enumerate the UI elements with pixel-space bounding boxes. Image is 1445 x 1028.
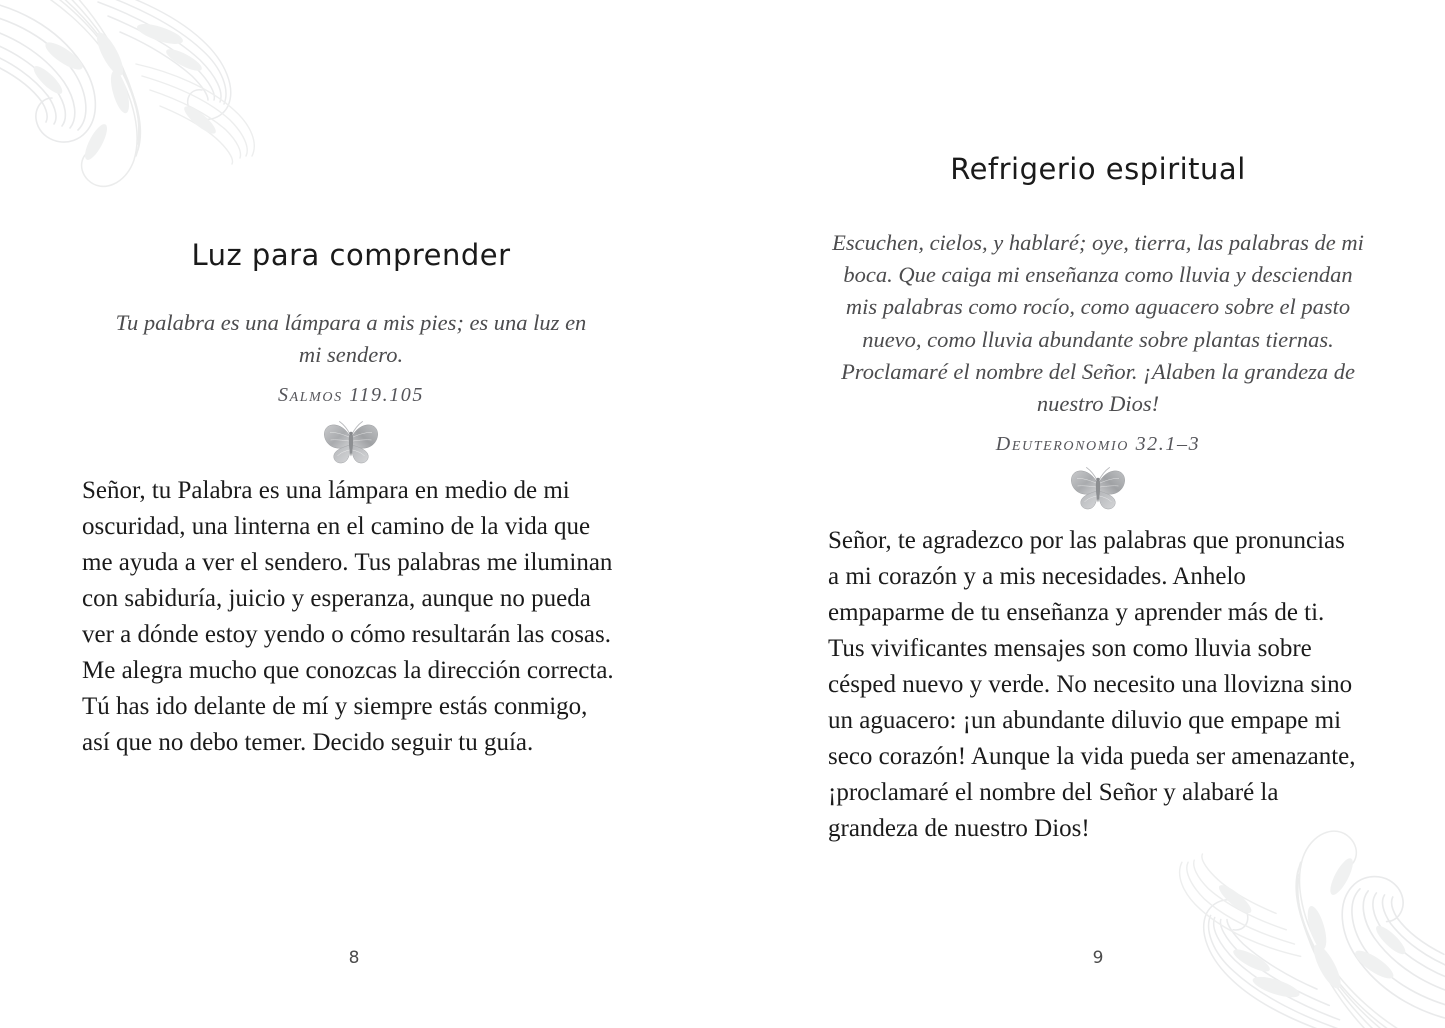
butterfly-icon-left	[322, 420, 380, 466]
left-page-scripture-text: Tu palabra es una lámpara a mis pies; es una luz en mi sendero.	[115, 310, 587, 368]
left-page	[0, 0, 722, 1020]
left-page-body-block	[82, 473, 614, 761]
left-page-title: Luz para comprender	[191, 238, 511, 272]
right-page-scripture-text: Escuchen, cielos, y hablaré; oye, tierra, las palabras de mi boca. Que caiga mi enseñanza como lluvia y desciendan mis palabras como rocío, como aguacero sobre el pasto nuevo, como lluvia abundante sobre plantas tiernas. Proclamaré el nombre del Señor. ¡Alaben la grandeza de nuestro Dios!	[832, 230, 1364, 416]
right-page	[723, 0, 1445, 1020]
butterfly-icon-right	[1069, 466, 1127, 512]
left-page-scripture-block	[82, 307, 620, 410]
right-page-scripture-citation: Deuteronomio 32.1–3	[995, 433, 1201, 456]
right-page-text-column	[828, 0, 1368, 1020]
left-page-number: 8	[348, 948, 360, 968]
right-page-scripture-block	[828, 227, 1368, 459]
right-page-body-text: Señor, te agradezco por las palabras que pronuncias a mi corazón y a mis necesidades. Anhelo empaparme de tu enseñanza y aprender más de ti. Tus vivificantes mensajes son como lluvia sobre césped nuevo y verde. No necesito una llovizna sino un aguacero: ¡un abundante diluvio que empape mi seco corazón! Aunque la vida pueda ser amenazante, ¡proclamaré el nombre del Señor y alabaré la grandeza de nuestro Dios!	[828, 527, 1356, 842]
left-page-body-text: Señor, tu Palabra es una lámpara en medio de mi oscuridad, una linterna en el camino de la vida que me ayuda a ver el sendero. Tus palabras me iluminan con sabiduría, juicio y esperanza, aunque no pueda ver a dónde estoy yendo o cómo resultarán las cosas. Me alegra mucho que conozcas la dirección correcta. Tú has ido delante de mí y siempre estás conmigo, así que no debo temer. Decido seguir tu guía.	[82, 477, 614, 756]
right-page-number: 9	[1092, 948, 1104, 968]
right-page-title: Refrigerio espiritual	[950, 152, 1246, 186]
left-page-text-column	[82, 0, 620, 1020]
left-page-scripture-citation: Salmos 119.105	[277, 384, 425, 407]
right-page-body-block	[828, 523, 1356, 847]
